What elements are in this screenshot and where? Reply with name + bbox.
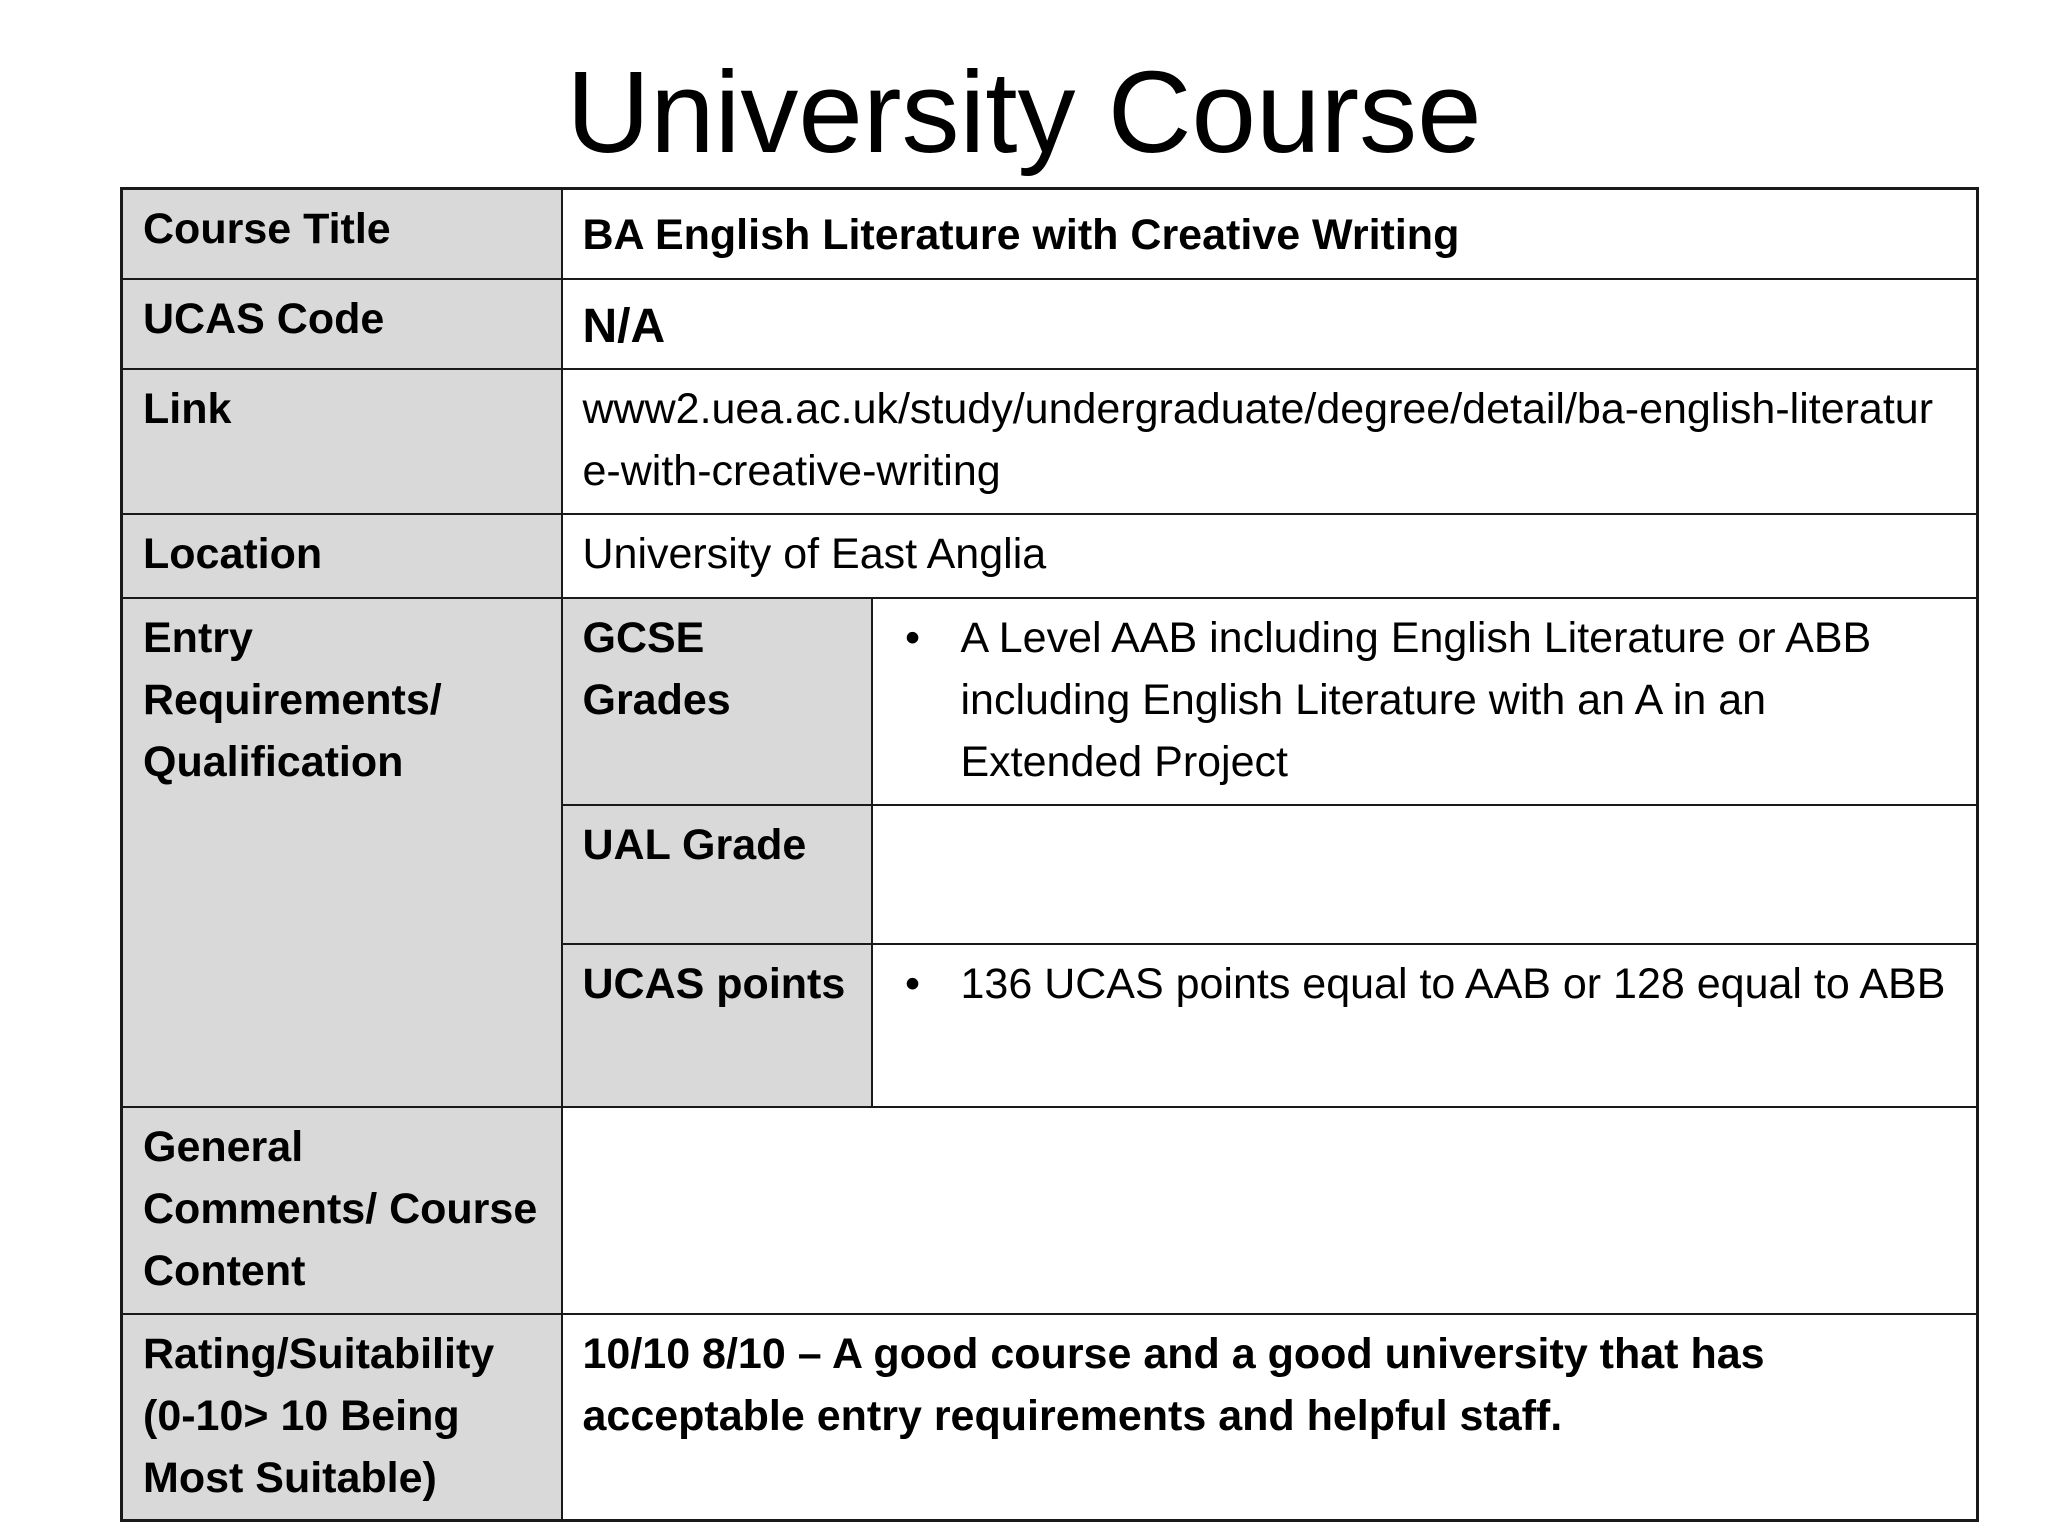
- label-location: Location: [122, 514, 562, 598]
- ucas-points-bullet-text: 136 UCAS points equal to AAB or 128 equal to ABB: [960, 959, 1946, 1008]
- label-ual-grade: UAL Grade: [562, 805, 872, 944]
- label-ucas-code: UCAS Code: [122, 279, 562, 369]
- label-rating: Rating/Suitability (0-10> 10 Being Most Suitable): [122, 1314, 562, 1521]
- value-gcse-grades: [872, 598, 1978, 805]
- value-ucas-points: [872, 944, 1978, 1107]
- label-entry-requirements: Entry Requirements/ Qualification: [122, 598, 562, 1107]
- value-general-comments: [562, 1107, 1978, 1314]
- value-link: www2.uea.ac.uk/study/undergraduate/degree/detail/ba-english-literature-with-creative-writing: [562, 369, 1978, 514]
- gcse-bullet-list: [893, 607, 1957, 793]
- course-info-table: [120, 187, 1979, 1522]
- row-course-title: [122, 189, 1978, 279]
- label-general-comments: General Comments/ Course Content: [122, 1107, 562, 1314]
- page-title: University Course: [566, 47, 1482, 177]
- gcse-bullet-text: A Level AAB including English Literature or ABB including English Literature with an A in an Extended Project: [960, 613, 1872, 786]
- ucas-points-bullet-list: [893, 953, 1957, 1015]
- label-gcse-grades: GCSE Grades: [562, 598, 872, 805]
- value-course-title: BA English Literature with Creative Writing: [562, 189, 1978, 279]
- row-link: [122, 369, 1978, 514]
- bullet-icon: •: [904, 613, 921, 662]
- row-location: [122, 514, 1978, 598]
- value-ual-grade: [872, 805, 1978, 944]
- label-ucas-points: UCAS points: [562, 944, 872, 1107]
- list-item: [893, 607, 1957, 793]
- value-rating: 10/10 8/10 – A good course and a good university that has acceptable entry requirements and helpful staff.: [562, 1314, 1978, 1521]
- bullet-icon: •: [904, 959, 921, 1008]
- label-course-title: Course Title: [122, 189, 562, 279]
- row-rating: [122, 1314, 1978, 1521]
- row-general-comments: [122, 1107, 1978, 1314]
- row-ucas-code: [122, 279, 1978, 369]
- row-gcse: [122, 598, 1978, 805]
- list-item: [893, 953, 1957, 1015]
- label-link: Link: [122, 369, 562, 514]
- value-location: University of East Anglia: [562, 514, 1978, 598]
- value-ucas-code: N/A: [562, 279, 1978, 369]
